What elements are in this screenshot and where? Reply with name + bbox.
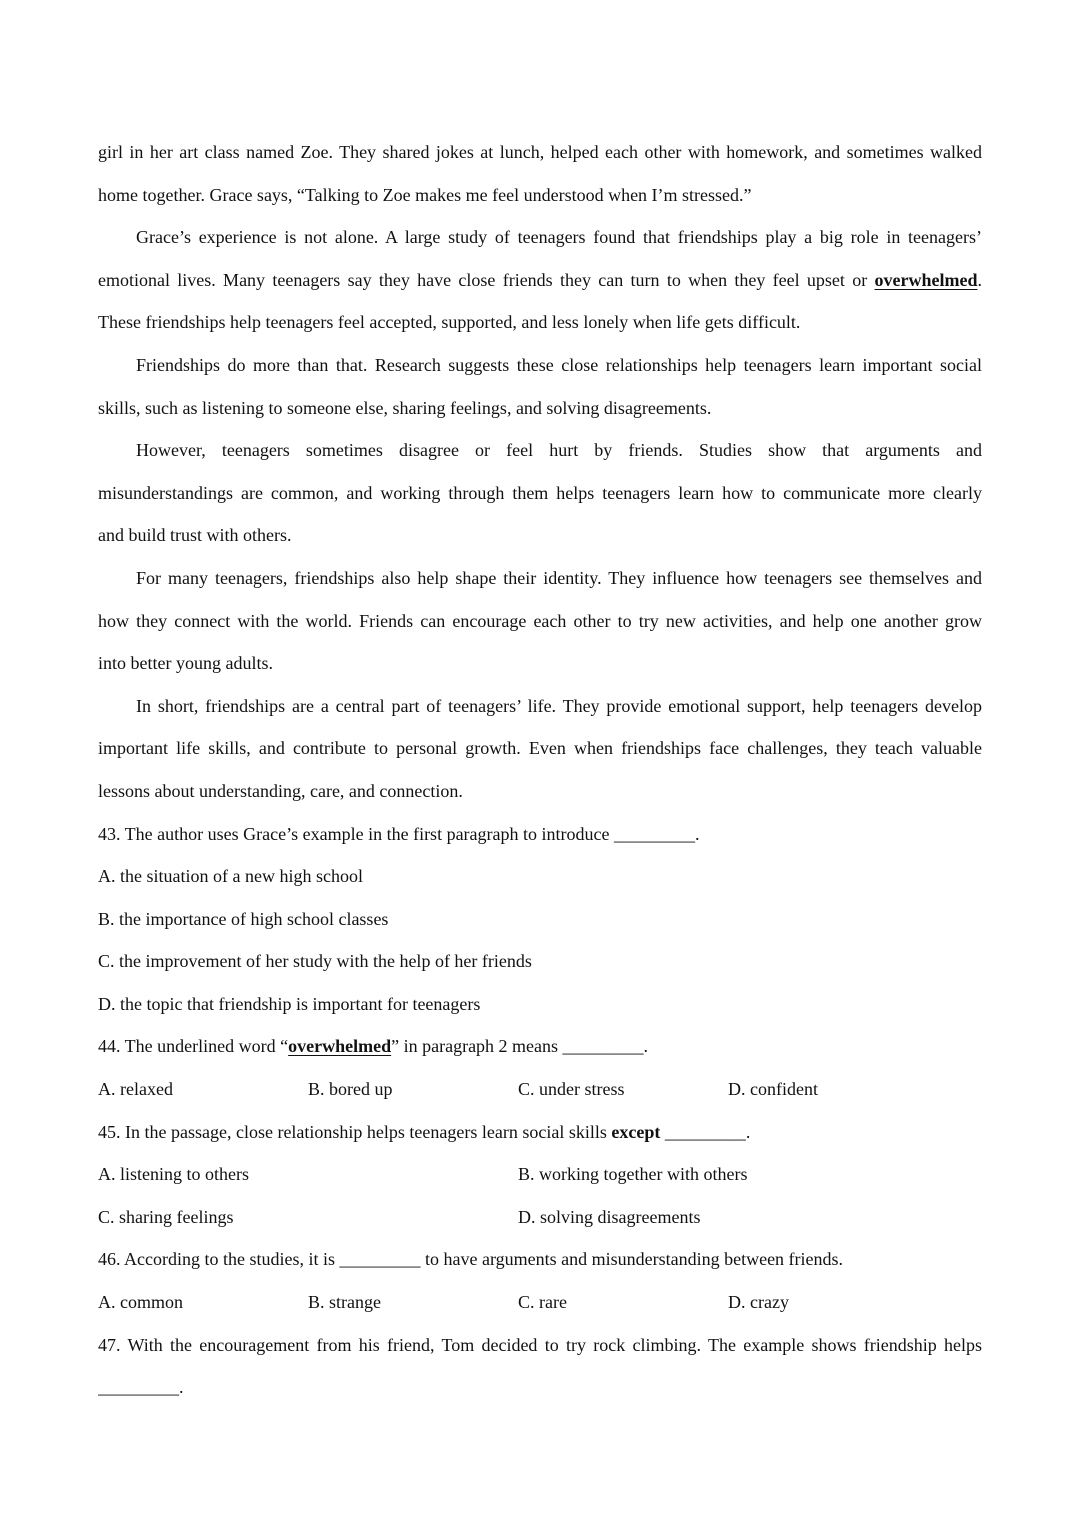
options-row (98, 1153, 982, 1196)
question-stem-blank: _________. (98, 1377, 184, 1398)
question-stem (98, 1025, 982, 1068)
passage-line: For many teenagers, friendships also help shape their identity. They influence how teenagers see themselves and (136, 567, 982, 588)
passage-line: how they connect with the world. Friends can encourage each other to try new activities, and help one another grow (98, 610, 982, 631)
passage-line: However, teenagers sometimes disagree or feel hurt by friends. Studies show that arguments and (136, 440, 982, 461)
passage-paragraph-5 (98, 557, 982, 685)
question-stem: 43. The author uses Grace’s example in the first paragraph to introduce _________. (98, 823, 700, 844)
question-text: 44. The underlined word “ (98, 1036, 289, 1057)
underlined-keyword: overwhelmed (874, 269, 978, 290)
passage-line: skills, such as listening to someone else, sharing feelings, and solving disagreements. (98, 397, 712, 418)
options-row (98, 1068, 982, 1111)
question-stem: 47. With the encouragement from his friend, Tom decided to try rock climbing. The example shows friendship helps (98, 1334, 982, 1355)
question-stem: 46. According to the studies, it is _________ to have arguments and misunderstanding between friends. (98, 1249, 844, 1270)
passage-paragraph-4 (98, 429, 982, 557)
answer-option[interactable]: B. working together with others (518, 1164, 748, 1185)
question-46 (98, 1238, 982, 1323)
answer-option[interactable]: D. crazy (728, 1292, 789, 1313)
answer-option[interactable]: C. sharing feelings (98, 1206, 234, 1227)
passage-paragraph-6 (98, 685, 982, 813)
passage-line: girl in her art class named Zoe. They shared jokes at lunch, helped each other with homework, and sometimes walked (98, 142, 982, 162)
answer-option[interactable]: D. solving disagreements (518, 1206, 701, 1227)
passage-line: and build trust with others. (98, 525, 292, 546)
passage-line: into better young adults. (98, 653, 273, 674)
options-row (98, 1281, 982, 1324)
passage-text: emotional lives. Many teenagers say they have close friends they can turn to when they feel upset or (98, 269, 875, 290)
question-43 (98, 813, 982, 1026)
answer-option[interactable]: C. under stress (518, 1079, 625, 1100)
passage-paragraph-3 (98, 344, 982, 429)
passage-line: lessons about understanding, care, and connection. (98, 780, 463, 801)
answer-option[interactable]: B. the importance of high school classes (98, 908, 389, 929)
question-44 (98, 1025, 982, 1110)
answer-option[interactable]: A. listening to others (98, 1164, 249, 1185)
passage-line: Friendships do more than that. Research suggests these close relationships help teenagers learn important social (136, 354, 982, 375)
question-stem (98, 1111, 982, 1154)
passage-line: misunderstandings are common, and working through them helps teenagers learn how to communicate more clearly (98, 482, 982, 503)
answer-option[interactable]: B. strange (308, 1292, 381, 1313)
question-47 (98, 1324, 982, 1409)
answer-option[interactable]: A. common (98, 1292, 183, 1313)
passage-line: In short, friendships are a central part of teenagers’ life. They provide emotional support, help teenagers develop (136, 695, 982, 716)
passage-line: Grace’s experience is not alone. A large study of teenagers found that friendships play a big role in teenagers’ (136, 227, 982, 248)
passage-paragraph-1 (98, 131, 982, 216)
passage-line: home together. Grace says, “Talking to Zoe makes me feel understood when I’m stressed.” (98, 184, 752, 205)
underlined-keyword: overwhelmed (288, 1036, 392, 1057)
bold-keyword: except (611, 1121, 661, 1142)
options-row (98, 1196, 982, 1239)
answer-option[interactable]: D. the topic that friendship is important for teenagers (98, 993, 481, 1014)
question-text: ” in paragraph 2 means _________. (391, 1036, 649, 1057)
answer-option[interactable]: D. confident (728, 1079, 818, 1100)
answer-option[interactable]: A. relaxed (98, 1079, 173, 1100)
passage-text: . (977, 269, 982, 290)
passage-paragraph-2 (98, 216, 982, 344)
passage-line: important life skills, and contribute to personal growth. Even when friendships face challenges, they teach valuable (98, 738, 982, 759)
answer-option[interactable]: C. rare (518, 1292, 567, 1313)
answer-option[interactable]: C. the improvement of her study with the help of her friends (98, 951, 532, 972)
question-text: _________. (660, 1121, 751, 1142)
question-45 (98, 1111, 982, 1239)
passage-line: These friendships help teenagers feel accepted, supported, and less lonely when life gets difficult. (98, 312, 801, 333)
passage-line (98, 259, 982, 302)
exam-page (98, 131, 982, 1409)
answer-option[interactable]: A. the situation of a new high school (98, 866, 363, 887)
answer-option[interactable]: B. bored up (308, 1079, 393, 1100)
question-text: 45. In the passage, close relationship helps teenagers learn social skills (98, 1121, 612, 1142)
